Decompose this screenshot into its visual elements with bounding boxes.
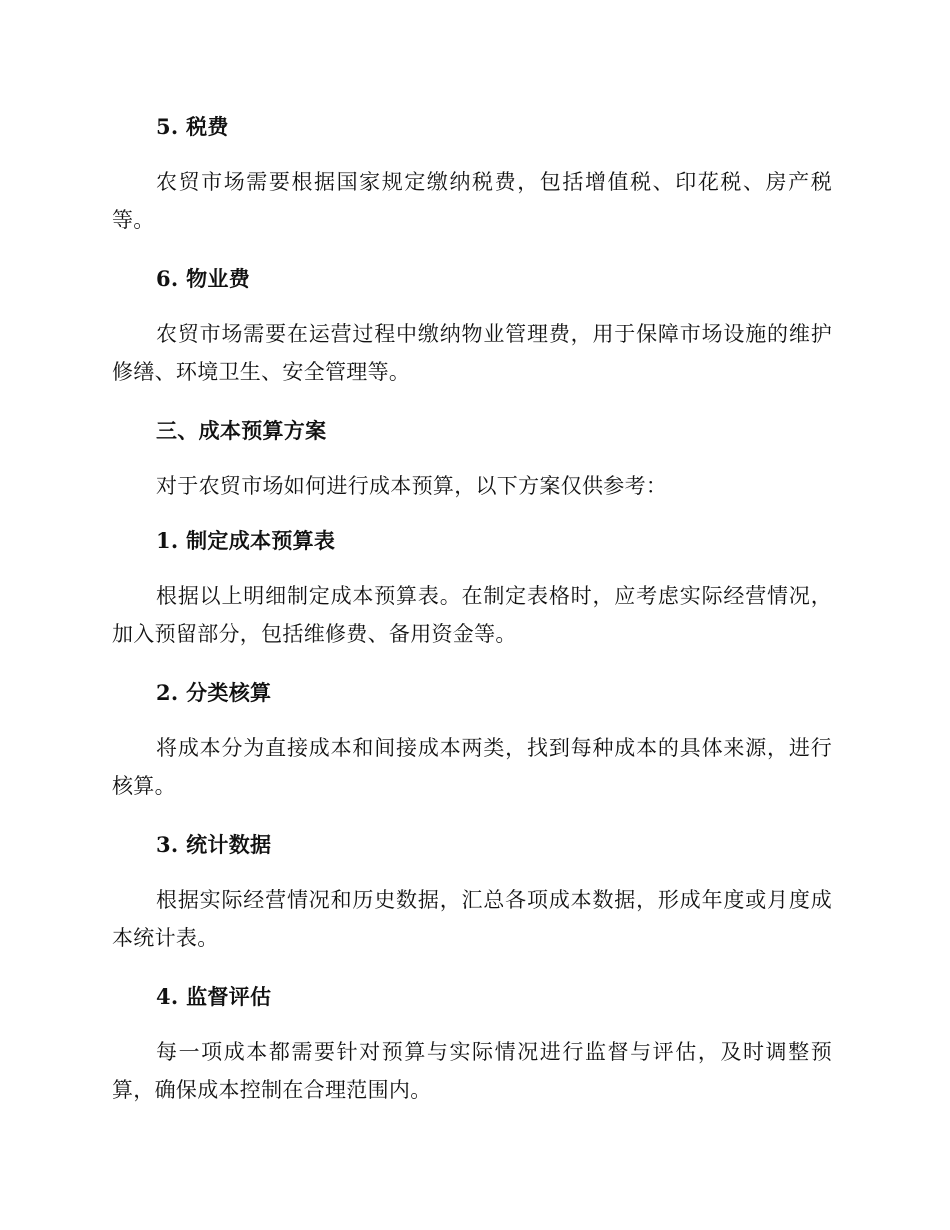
section-heading-tax: 5. 税费 [156, 114, 229, 139]
paragraph-supervision: 每一项成本都需要针对预算与实际情况进行监督与评估，及时调整预算，确保成本控制在合理范围内。 [112, 1040, 832, 1102]
section-heading-budget-plan: 三、成本预算方案 [156, 418, 327, 443]
paragraph-tax: 农贸市场需要根据国家规定缴纳税费，包括增值税、印花税、房产税等。 [112, 170, 832, 232]
paragraph-statistics: 根据实际经营情况和历史数据，汇总各项成本数据，形成年度或月度成本统计表。 [112, 888, 832, 950]
paragraph-budget-plan: 对于农贸市场如何进行成本预算，以下方案仅供参考： [156, 474, 668, 498]
section-heading-budget-table: 1. 制定成本预算表 [156, 528, 336, 553]
paragraph-budget-table: 根据以上明细制定成本预算表。在制定表格时，应考虑实际经营情况，加入预留部分，包括维修费、备用资金等。 [112, 584, 832, 646]
section-heading-property-fee: 6. 物业费 [156, 266, 251, 291]
section-heading-statistics: 3. 统计数据 [156, 832, 272, 857]
paragraph-property-fee: 农贸市场需要在运营过程中缴纳物业管理费，用于保障市场设施的维护修缮、环境卫生、安全管理等。 [112, 322, 832, 384]
section-heading-supervision: 4. 监督评估 [156, 984, 272, 1009]
paragraph-classified-accounting: 将成本分为直接成本和间接成本两类，找到每种成本的具体来源，进行核算。 [112, 736, 832, 798]
section-heading-classified-accounting: 2. 分类核算 [156, 680, 272, 705]
